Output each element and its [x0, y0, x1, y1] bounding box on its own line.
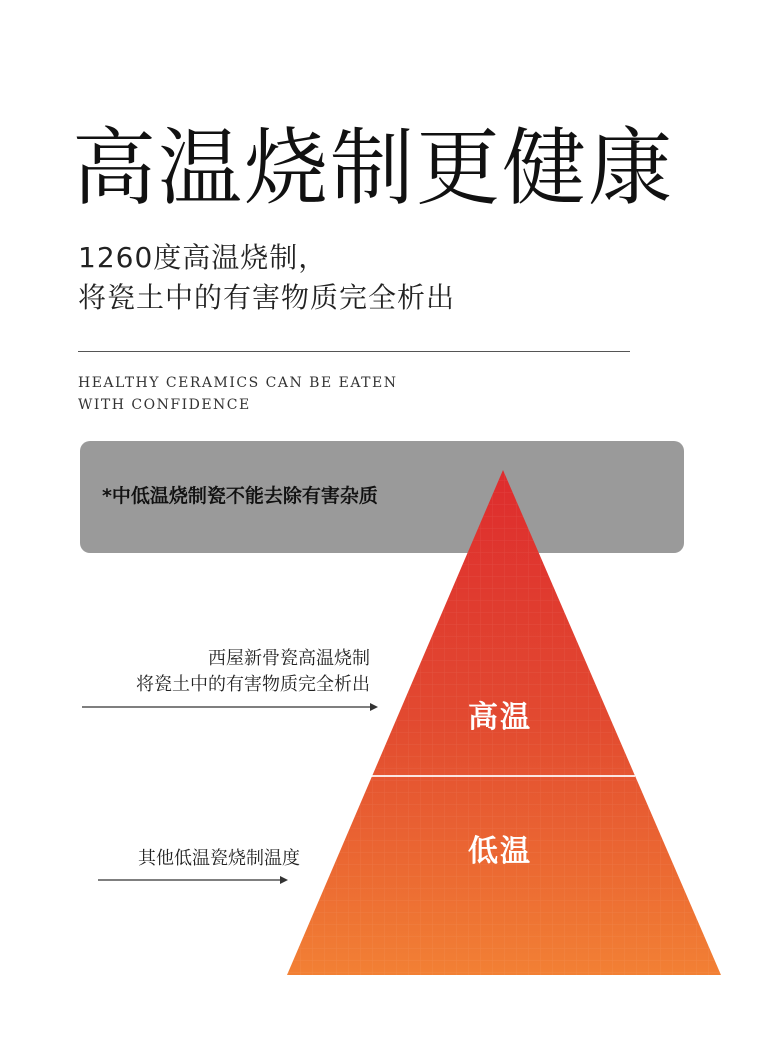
arrow-low [98, 874, 298, 886]
page-title: 高温烧制更健康 [72, 119, 675, 217]
subtitle-line-1: 1260度高温烧制， [78, 241, 328, 274]
arrow-high [82, 701, 382, 713]
subtitle-line-2: 将瓷土中的有害物质完全析出 [78, 281, 456, 314]
tier-label-low: 低温 [468, 834, 532, 869]
annotation-high [60, 646, 370, 698]
english-line-1: HEALTHY CERAMICS CAN BE EATEN [78, 375, 398, 391]
annotation-low-line-1: 其他低温瓷烧制温度 [138, 848, 300, 869]
note-text: *中低温烧制瓷不能去除有害杂质 [102, 485, 378, 507]
annotation-high-line-2: 将瓷土中的有害物质完全析出 [136, 674, 370, 695]
tier-label-high: 高温 [468, 700, 532, 735]
annotation-high-line-1: 西屋新骨瓷高温烧制 [208, 648, 370, 669]
english-line-2: WITH CONFIDENCE [78, 397, 251, 413]
annotation-low [60, 846, 300, 872]
